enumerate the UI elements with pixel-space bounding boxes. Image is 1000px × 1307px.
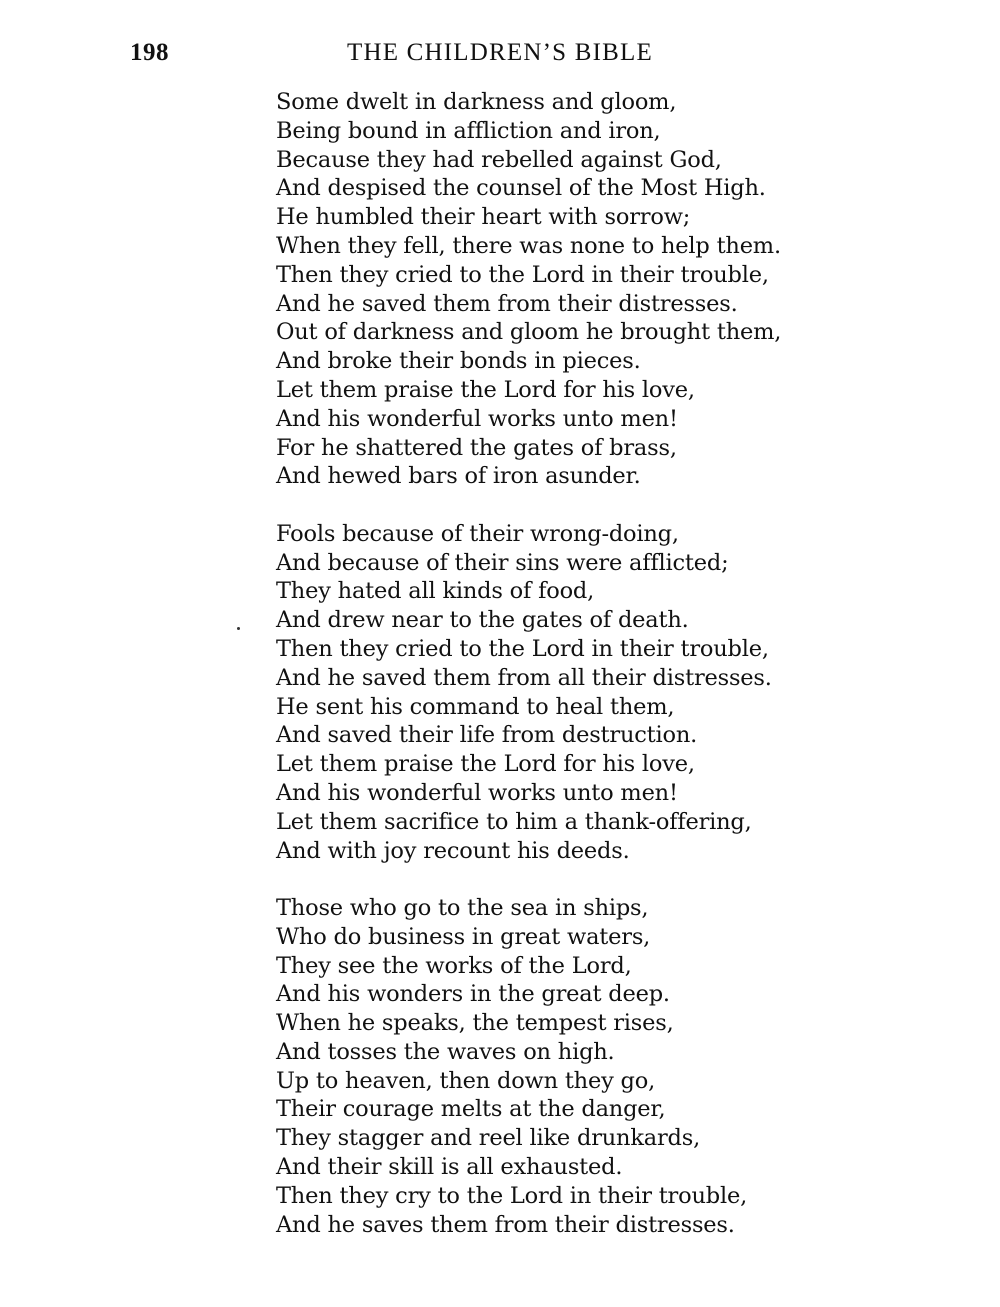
poem-line: And his wonderful works unto men! [276,405,678,432]
poem-line: He humbled their heart with sorrow; [276,204,691,231]
poem-line: And his wonders in the great deep. [276,981,670,1008]
poem-line: And he saved them from their distresses. [276,290,738,317]
poem-line: And he saves them from their distresses. [276,1211,735,1238]
poem-line: And despised the counsel of the Most High. [276,175,766,202]
poem-line: Fools because of their wrong-doing, [276,520,679,547]
print-speck [237,627,240,630]
poem-line: And he saved them from all their distresses. [276,664,772,691]
stanza-1 [276,88,916,491]
stanza-2 [276,520,916,866]
poem-line: And their skill is all exhausted. [276,1154,623,1181]
poem-line: Their courage melts at the danger, [276,1096,666,1123]
poem-line: And hewed bars of iron asunder. [276,463,641,490]
poem-line: Because they had rebelled against God, [276,146,722,173]
poem-line: Those who go to the sea in ships, [276,894,649,921]
stanza-3 [276,894,916,1240]
poem-line: And with joy recount his deeds. [276,837,630,864]
poem-line: Out of darkness and gloom he brought them, [276,319,782,346]
poem-line: And tosses the waves on high. [276,1038,615,1065]
poem-line: They see the works of the Lord, [276,952,632,979]
poem-line: Let them praise the Lord for his love, [276,376,695,403]
poem-line: When they fell, there was none to help them. [276,232,781,259]
running-head [0,36,1000,70]
poem-line: And saved their life from destruction. [276,722,698,749]
poem-line: For he shattered the gates of brass, [276,434,677,461]
poem-line: He sent his command to heal them, [276,693,675,720]
poem-line: Then they cried to the Lord in their trouble, [276,261,769,288]
poem-line: Then they cried to the Lord in their trouble, [276,635,769,662]
poem-line: Being bound in affliction and iron, [276,117,661,144]
poem-line: And because of their sins were afflicted; [276,549,729,576]
poem-line: They stagger and reel like drunkards, [276,1125,701,1152]
poem-line: Some dwelt in darkness and gloom, [276,89,677,115]
poem-line: They hated all kinds of food, [276,578,595,605]
poem-line: Who do business in great waters, [276,923,651,950]
page-number: 198 [130,39,169,66]
poem-line: Let them praise the Lord for his love, [276,751,695,778]
poem-line: Then they cry to the Lord in their trouble, [276,1182,748,1209]
poem-body [276,88,916,1268]
book-title: THE CHILDREN’S BIBLE [347,39,653,66]
poem-line: When he speaks, the tempest rises, [276,1010,674,1037]
poem-line: Up to heaven, then down they go, [276,1067,656,1094]
poem-line: And his wonderful works unto men! [276,779,678,806]
poem-line: Let them sacrifice to him a thank-offering, [276,808,752,835]
poem-line: And broke their bonds in pieces. [276,348,641,375]
poem-line: And drew near to the gates of death. [276,607,689,634]
